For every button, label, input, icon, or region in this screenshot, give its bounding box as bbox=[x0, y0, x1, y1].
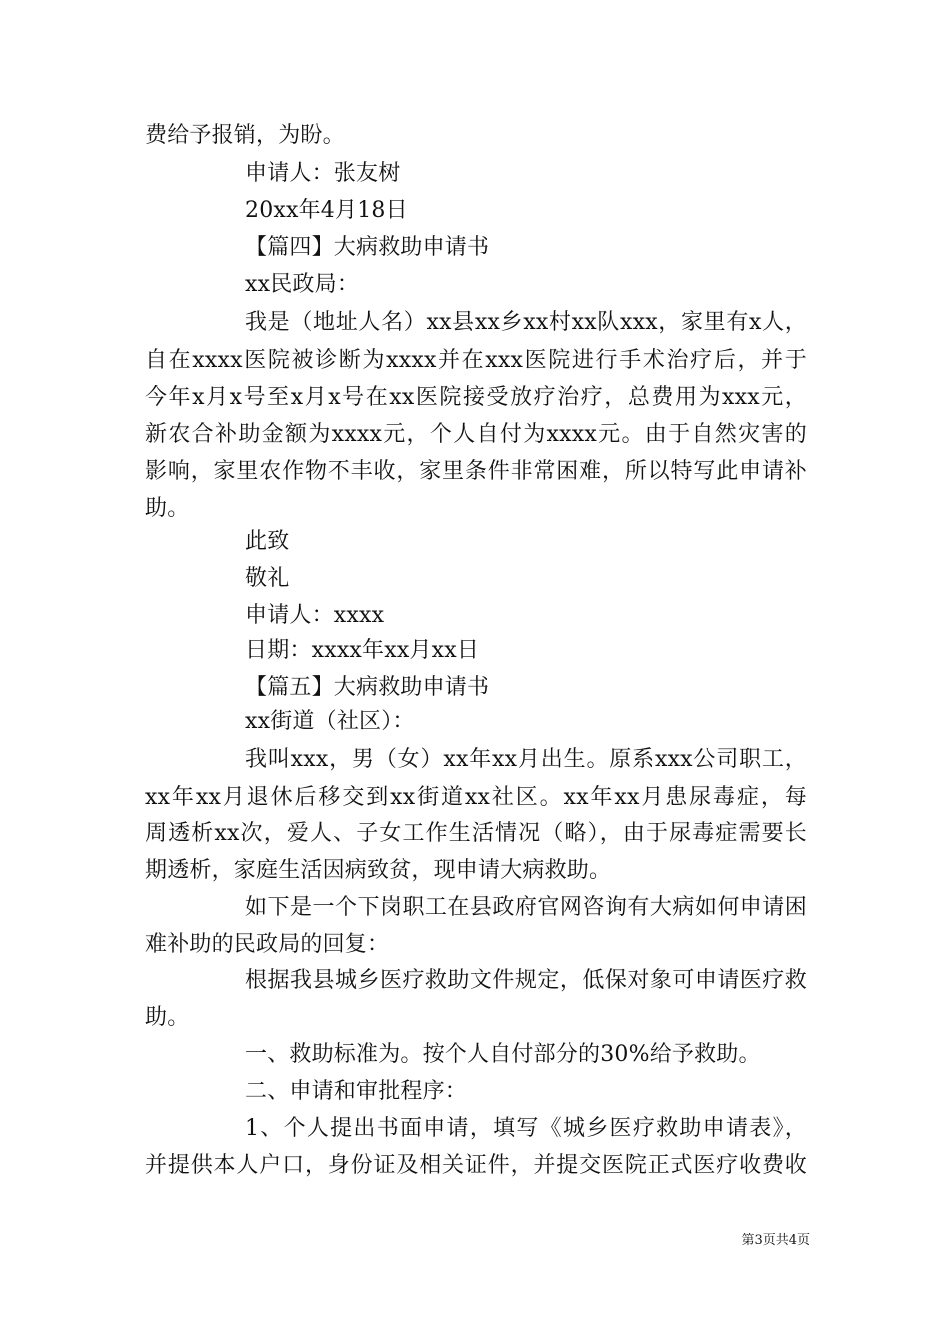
paragraph-line: 1、个人提出书面申请，填写《城乡医疗救助申请表》， bbox=[245, 1116, 807, 1141]
paragraph-line: 助。 bbox=[145, 496, 190, 521]
paragraph-line: 我是（地址人名）xx县xx乡xx村xx队xxx，家里有x人， bbox=[245, 310, 807, 335]
salutation-line: xx街道（社区）： bbox=[245, 709, 415, 734]
section-heading: 【篇五】大病救助申请书 bbox=[245, 675, 490, 700]
salutation-line: xx民政局： bbox=[245, 272, 360, 297]
section-heading: 【篇四】大病救助申请书 bbox=[245, 235, 490, 260]
paragraph-line: 费给予报销，为盼。 bbox=[145, 123, 345, 148]
paragraph-line: xx年xx月退休后移交到xx街道xx社区。xx年xx月患尿毒症，每 bbox=[145, 785, 807, 810]
paragraph-line: 我叫xxx，男（女）xx年xx月出生。原系xxx公司职工， bbox=[245, 747, 807, 772]
paragraph-line: 根据我县城乡医疗救助文件规定，低保对象可申请医疗救 bbox=[245, 968, 807, 993]
paragraph-line: 今年x月x号至x月x号在xx医院接受放疗治疗，总费用为xxx元， bbox=[145, 385, 807, 410]
paragraph-line: 如下是一个下岗职工在县政府官网咨询有大病如何申请困 bbox=[245, 895, 807, 920]
closing-line: 此致 bbox=[245, 529, 290, 554]
page-number: 第3页共4页 bbox=[741, 1233, 810, 1248]
paragraph-line: 二、申请和审批程序： bbox=[245, 1079, 468, 1104]
closing-line: 敬礼 bbox=[245, 566, 290, 591]
paragraph-line: 并提供本人户口，身份证及相关证件，并提交医院正式医疗收费收 bbox=[145, 1153, 807, 1178]
paragraph-line: 难补助的民政局的回复： bbox=[145, 932, 390, 957]
applicant-line: 申请人：张友树 bbox=[245, 161, 401, 186]
applicant-line: 申请人：xxxx bbox=[245, 603, 385, 628]
paragraph-line: 新农合补助金额为xxxx元，个人自付为xxxx元。由于自然灾害的 bbox=[145, 422, 807, 447]
date-line: 日期：xxxx年xx月xx日 bbox=[245, 638, 480, 663]
date-line: 20xx年4月18日 bbox=[245, 198, 408, 223]
paragraph-line: 期透析，家庭生活因病致贫，现申请大病救助。 bbox=[145, 858, 612, 883]
paragraph-line: 影响，家里农作物不丰收，家里条件非常困难，所以特写此申请补 bbox=[145, 459, 807, 484]
paragraph-line: 助。 bbox=[145, 1005, 190, 1030]
paragraph-line: 一、救助标准为。按个人自付部分的30%给予救助。 bbox=[245, 1042, 761, 1067]
paragraph-line: 周透析xx次，爱人、子女工作生活情况（略），由于尿毒症需要长 bbox=[145, 821, 807, 846]
paragraph-line: 自在xxxx医院被诊断为xxxx并在xxx医院进行手术治疗后，并于 bbox=[145, 348, 807, 373]
